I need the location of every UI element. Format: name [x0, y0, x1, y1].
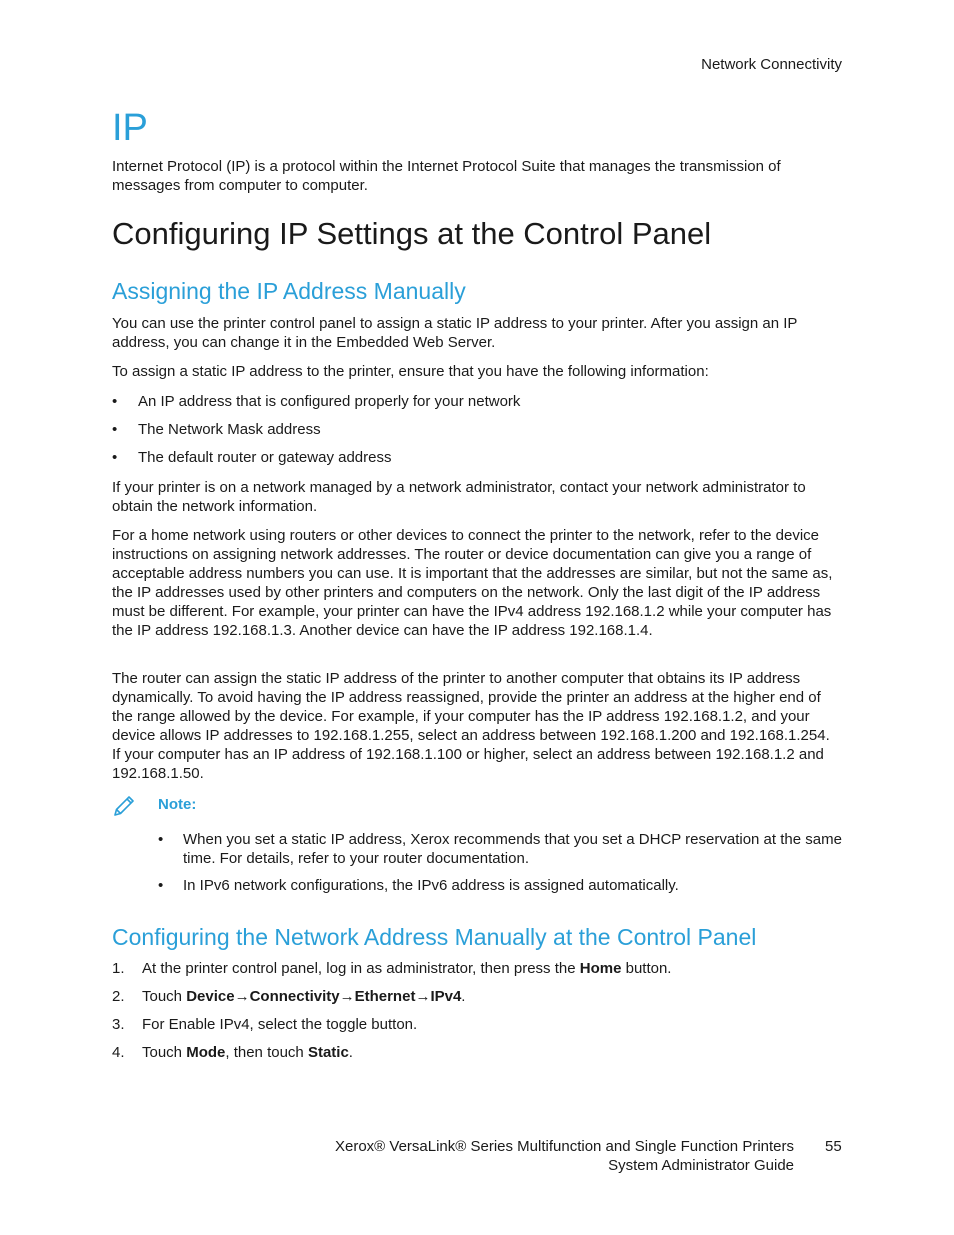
page-title: IP — [112, 107, 148, 149]
bullet-icon: • — [112, 393, 118, 410]
arrow-icon: → — [234, 988, 250, 1005]
ui-term: Connectivity — [249, 988, 340, 1005]
running-header: Network Connectivity — [701, 56, 842, 73]
list-item-text: When you set a static IP address, Xerox recommends that you set a DHCP reservation at the same time. For details, refer to your router documentation. — [183, 831, 842, 867]
list-item-text: The default router or gateway address — [138, 449, 392, 466]
page-number: 55 — [825, 1138, 842, 1155]
step-number: 4. — [112, 1044, 125, 1061]
section-title: Configuring IP Settings at the Control Panel — [112, 216, 712, 251]
ui-term: Home — [579, 960, 622, 977]
paragraph: For a home network using routers or other devices to connect the printer to the network, refer to the device instructions on assigning network addresses. The router or device documentation can give you a range of acceptable address numbers you can use. It is important that the addresses are similar, but not the same as, the IP addresses used by other printers and computers on the network. Only the last digit of the IP address must be different. For example, your printer can have the IPv4 address 192.168.1.2 while your computer has the IP address 192.168.1.3. Another device can have the IP address 192.168.1.4. — [112, 527, 833, 639]
step-number: 3. — [112, 1016, 125, 1033]
list-item-text: An IP address that is configured properly for your network — [138, 393, 521, 410]
step-number: 2. — [112, 988, 125, 1005]
list-item-text: The Network Mask address — [138, 421, 321, 438]
footer-guide: System Administrator Guide — [608, 1157, 794, 1174]
note-label: Note: — [158, 796, 197, 813]
pencil-icon — [112, 794, 136, 818]
ui-term: IPv4 — [430, 988, 462, 1005]
paragraph: You can use the printer control panel to assign a static IP address to your printer. After you assign an IP address, you can change it in the Embedded Web Server. — [112, 315, 798, 351]
arrow-icon: → — [415, 988, 431, 1005]
footer — [335, 1137, 794, 1175]
ui-term: Ethernet — [354, 988, 416, 1005]
ui-term: Static — [307, 1044, 349, 1061]
subsection-title-assigning: Assigning the IP Address Manually — [112, 278, 466, 304]
subsection-title-configuring: Configuring the Network Address Manually at the Control Panel — [112, 924, 757, 950]
list-item — [158, 876, 848, 896]
paragraph: The router can assign the static IP address of the printer to another computer that obtains its IP address dynamically. To avoid having the IP address reassigned, provide the printer an address at the higher end of the range allowed by the device. For example, if your computer has the IP address 192.168.1.2, and your device allows IP addresses to 192.168.1.255, select an address between 192.168.1.200 and 192.168.1.254. If your computer has an IP address of 192.168.1.100 or higher, select an address between 192.168.1.2 and 192.168.1.50. — [112, 670, 830, 782]
ui-term: Device — [186, 988, 235, 1005]
bullet-icon: • — [112, 449, 118, 466]
intro-paragraph: Internet Protocol (IP) is a protocol within the Internet Protocol Suite that manages the transmission of messages from computer to computer. — [112, 158, 781, 194]
arrow-icon: → — [339, 988, 355, 1005]
list-item — [158, 830, 848, 870]
step-text: Touch Mode, then touch Static. — [142, 1044, 353, 1061]
step-number: 1. — [112, 960, 125, 977]
bullet-icon: • — [158, 831, 164, 848]
ui-term: Mode — [186, 1044, 226, 1061]
bullet-icon: • — [112, 421, 118, 438]
paragraph: To assign a static IP address to the printer, ensure that you have the following information: — [112, 363, 709, 380]
list-item-text: In IPv6 network configurations, the IPv6 address is assigned automatically. — [183, 877, 679, 894]
step-text: Touch Device→Connectivity→Ethernet→IPv4. — [142, 988, 466, 1005]
bullet-icon: • — [158, 877, 164, 894]
step-text: At the printer control panel, log in as administrator, then press the Home button. — [142, 960, 672, 977]
footer-product: Xerox® VersaLink® Series Multifunction and Single Function Printers — [335, 1138, 794, 1155]
paragraph: If your printer is on a network managed by a network administrator, contact your network administrator to obtain the network information. — [112, 479, 806, 515]
step-text: For Enable IPv4, select the toggle button. — [142, 1016, 418, 1033]
